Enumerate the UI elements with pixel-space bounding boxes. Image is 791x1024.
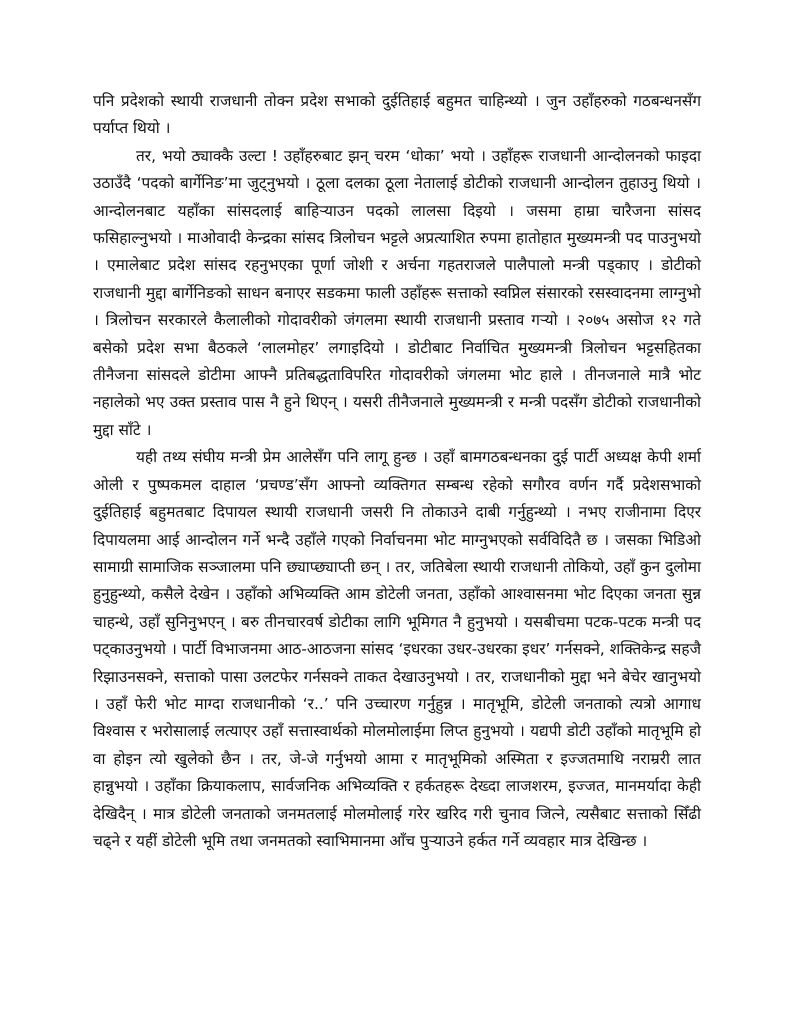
body-text xyxy=(93,88,701,855)
paragraph-1: पनि प्रदेशको स्थायी राजधानी तोक्न प्रदेश सभाको दुईतिहाई बहुमत चाहिन्थ्यो । जुन उहाँहरुको गठबन्धनसँग पर्याप्त थियो । xyxy=(93,92,701,138)
paragraph-3: यही तथ्य संघीय मन्त्री प्रेम आलेसँग पनि लागू हुन्छ । उहाँ बामगठबन्धनका दुई पार्टी अध्यक्ष केपी शर्मा ओली र पुष्पकमल दाहाल ‘प्रचण्ड’सँग आफ्नो व्यक्तिगत सम्बन्ध रहेको सगौरव वर्णन गर्दै प्रदेशसभाको दुईतिहाई बहुमतबाट दिपायल स्थायी राजधानी जसरी नि तोकाउने दाबी गर्नुहुन्थ्यो । नभए राजीनामा दिएर दिपायलमा आई आन्दोलन गर्ने भन्दै उहाँले गएको निर्वाचनमा भोट माग्नुभएको सर्वविदितै छ । जसका भिडिओ सामाग्री सामाजिक सञ्जालमा पनि छ्याप्छ्याप्ती छन् । तर, जतिबेला स्थायी राजधानी तोकियो, उहाँ कुन दुलोमा हुनुहुन्थ्यो, कसैले देखेन । उहाँको अभिव्यक्ति आम डोटेली जनता, उहाँको आश्वासनमा भोट दिएका जनता सुन्न चाहन्थे, उहाँ सुनिनुभएन् । बरु तीनचारवर्ष डोटीका लागि भूमिगत नै हुनुभयो । यसबीचमा पटक-पटक मन्त्री पद पट्काउनुभयो । पार्टी विभाजनमा आठ-आठजना सांसद ‘इधरका उधर-उधरका इधर’ गर्नसक्ने, शक्तिकेन्द्र सहजै रिझाउनसक्ने, सत्ताको पासा उलटफेर गर्नसक्ने ताकत देखाउनुभयो । तर, राजधानीको मुद्दा भने बेचेर खानुभयो । उहाँ फेरी भोट माग्दा राजधानीको ‘र..’ पनि उच्चारण गर्नुहुन्न । मातृभूमि, डोटेली जनताको त्यत्रो आगाध विश्वास र भरोसालाई लत्याएर उहाँ सत्तास्वार्थको मोलमोलाईमा लिप्त हुनुभयो । यद्यपी डोटी उहाँको मातृभूमि हो वा होइन त्यो खुलेको छैन । तर, जे-जे गर्नुभयो आमा र मातृभूमिको अस्मिता र इज्जतमाथि नराम्ररी लात हान्नुभयो । उहाँका क्रियाकलाप, सार्वजनिक अभिव्यक्ति र हर्कतहरू देख्दा लाजशरम, इज्जत, मानमर्यादा केही देखिदैन् । मात्र डोटेली जनताको जनमतलाई मोलमोलाई गरेर खरिद गरी चुनाव जित्ने, त्यसैबाट सत्ताको सिँढी चढ्ने र यहीं डोटेली भूमि तथा जनमतको स्वाभिमानमा आँच पुऱ्याउने हर्कत गर्ने व्यवहार मात्र देखिन्छ । xyxy=(93,448,701,850)
paragraph-2: तर, भयो ठ्याक्कै उल्टा ! उहाँहरुबाट झन् चरम ‘धोका’ भयो । उहाँहरू राजधानी आन्दोलनको फाइदा उठाउँदै ‘पदको बार्गेनिङ’मा जुट्नुभयो । ठूला दलका ठूला नेतालाई डोटीको राजधानी आन्दोलन तुहाउनु थियो । आन्दोलनबाट यहाँका सांसदलाई बाहिऱ्याउन पदको लालसा दिइयो । जसमा हाम्रा चारैजना सांसद फसिहाल्नुभयो । माओवादी केन्द्रका सांसद त्रिलोचन भट्टले अप्रत्याशित रुपमा हातोहात मुख्यमन्त्री पद पाउनुभयो । एमालेबाट प्रदेश सांसद रहनुभएका पूर्णा जोशी र अर्चना गहतराजले पालैपालो मन्त्री पड्काए । डोटीको राजधानी मुद्दा बार्गेनिङको साधन बनाएर सडकमा फाली उहाँहरू सत्ताको स्वप्निल संसारको रसस्वादनमा लाग्नुभो । त्रिलोचन सरकारले कैलालीको गोदावरीको जंगलमा स्थायी राजधानी प्रस्ताव गऱ्यो । २०७५ असोज १२ गते बसेको प्रदेश सभा बैठकले ‘लालमोहर’ लगाइदियो । डोटीबाट निर्वाचित मुख्यमन्त्री त्रिलोचन भट्टसहितका तीनैजना सांसदले डोटीमा आफ्नै प्रतिबद्धताविपरित गोदावरीको जंगलमा भोट हाले । तीनजनाले मात्रै भोट नहालेको भए उक्त प्रस्ताव पास नै हुने थिएन् । यसरी तीनैजनाले मुख्यमन्त्री र मन्त्री पदसँग डोटीको राजधानीको मुद्दा साँटे । xyxy=(93,146,701,439)
